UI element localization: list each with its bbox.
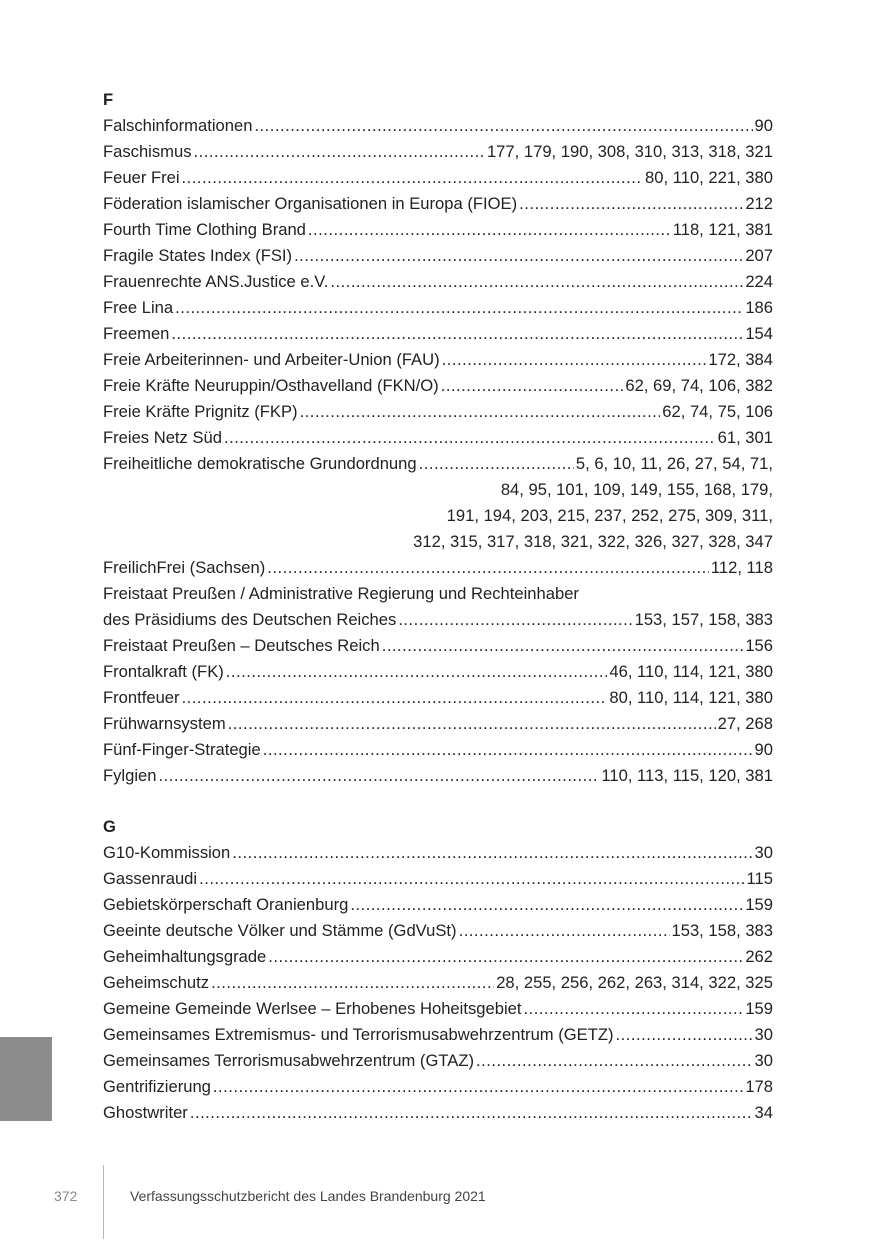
page-references: 62, 74, 75, 106: [662, 402, 773, 421]
page-references: 159: [745, 895, 773, 914]
index-entry: [103, 451, 773, 477]
dot-leader: [190, 1100, 753, 1126]
page-references: 178: [745, 1077, 773, 1096]
index-entry: [103, 347, 773, 373]
index-entry: [103, 399, 773, 425]
index-entry: [103, 970, 773, 996]
index-term: Ghostwriter: [103, 1103, 188, 1122]
index-entry: [103, 685, 773, 711]
index-entry: [103, 892, 773, 918]
index-entry: [103, 659, 773, 685]
page-references: 212: [745, 194, 773, 213]
index-term: Freiheitliche demokratische Grundordnung: [103, 454, 417, 473]
page-number: 372: [54, 1188, 78, 1204]
dot-leader: [194, 139, 485, 165]
dot-leader: [398, 607, 632, 633]
dot-leader: [159, 763, 600, 789]
index-term: FreilichFrei (Sachsen): [103, 558, 266, 577]
index-term: Freie Arbeiterinnen- und Arbeiter-Union (FAU): [103, 350, 440, 369]
index-term: Gentrifizierung: [103, 1077, 211, 1096]
index-term: Fourth Time Clothing Brand: [103, 220, 306, 239]
index-term: Free Lina: [103, 298, 174, 317]
dot-leader: [476, 1048, 753, 1074]
index-term: Freemen: [103, 324, 170, 343]
index-entry: [103, 1100, 773, 1126]
index-entry: [103, 1074, 773, 1100]
page-references: 154: [745, 324, 773, 343]
index-entry: [103, 711, 773, 737]
index-entry-lead: Freistaat Preußen / Administrative Regierung und Rechteinhaber: [103, 584, 579, 603]
index-entry: [103, 113, 773, 139]
index-entry: [103, 425, 773, 451]
index-term: Frauenrechte ANS.Justice e.V.: [103, 272, 329, 291]
dot-leader: [519, 191, 743, 217]
index-term: Frontalkraft (FK): [103, 662, 224, 681]
index-entry: [103, 1048, 773, 1074]
page-references-continued: 84, 95, 101, 109, 149, 155, 168, 179,: [500, 480, 773, 499]
dot-leader: [199, 866, 744, 892]
dot-leader: [254, 113, 752, 139]
page-references: 118, 121, 381: [672, 220, 773, 239]
dot-leader: [330, 269, 743, 295]
dot-leader: [459, 918, 670, 944]
page-references: 30: [754, 1051, 773, 1070]
dot-leader: [419, 451, 574, 477]
index-term: G10-Kommission: [103, 843, 231, 862]
index-entry: [103, 996, 773, 1022]
dot-leader: [616, 1022, 753, 1048]
page-references: 30: [754, 1025, 773, 1044]
page-references: 90: [754, 116, 773, 135]
index-entry: [103, 139, 773, 165]
index-entry: [103, 165, 773, 191]
index-term: Frühwarnsystem: [103, 714, 226, 733]
index-entry: [103, 840, 773, 866]
dot-leader: [182, 685, 608, 711]
page-references: 80, 110, 221, 380: [645, 168, 773, 187]
dot-leader: [228, 711, 716, 737]
index-entry: [103, 191, 773, 217]
page-references: 186: [745, 298, 773, 317]
footer-divider: [103, 1165, 104, 1239]
index-term: Fylgien: [103, 766, 157, 785]
index-entry: [103, 373, 773, 399]
page-references: 153, 158, 383: [671, 921, 773, 940]
index-term: des Präsidiums des Deutschen Reiches: [103, 610, 397, 629]
index-term: Geheimhaltungsgrade: [103, 947, 267, 966]
dot-leader: [308, 217, 671, 243]
page-references: 110, 113, 115, 120, 381: [601, 766, 773, 785]
index-term: Geheimschutz: [103, 973, 210, 992]
page-references: 112, 118: [710, 558, 773, 577]
page-references: 159: [745, 999, 773, 1018]
index-entry: [103, 633, 773, 659]
section-letter: F: [103, 90, 114, 109]
index-entry: [103, 607, 773, 633]
dot-leader: [175, 295, 743, 321]
page-references: 46, 110, 114, 121, 380: [609, 662, 773, 681]
dot-leader: [523, 996, 743, 1022]
index-entry: [103, 1022, 773, 1048]
index-content: [103, 87, 773, 1151]
index-entry: [103, 944, 773, 970]
dot-leader: [294, 243, 743, 269]
dot-leader: [441, 373, 624, 399]
index-term: Freies Netz Süd: [103, 428, 222, 447]
page-references: 28, 255, 256, 262, 263, 314, 322, 325: [496, 973, 773, 992]
dot-leader: [232, 840, 752, 866]
page-references: 27, 268: [717, 714, 773, 733]
dot-leader: [226, 659, 608, 685]
page-references: 80, 110, 114, 121, 380: [609, 688, 773, 707]
index-term: Falschinformationen: [103, 116, 253, 135]
dot-leader: [442, 347, 707, 373]
index-entry: [103, 763, 773, 789]
page-references: 177, 179, 190, 308, 310, 313, 318, 321: [486, 142, 773, 161]
dot-leader: [211, 970, 494, 996]
dot-leader: [382, 633, 744, 659]
index-entry: [103, 866, 773, 892]
page-references: 61, 301: [717, 428, 773, 447]
index-section: [103, 87, 773, 789]
index-entry: [103, 555, 773, 581]
dot-leader: [300, 399, 661, 425]
index-entry: [103, 243, 773, 269]
dot-leader: [268, 944, 743, 970]
dot-leader: [224, 425, 716, 451]
page-references: 262: [745, 947, 773, 966]
page-references: 34: [754, 1103, 773, 1122]
page-references-continued: 312, 315, 317, 318, 321, 322, 326, 327, 328, 347: [413, 532, 773, 551]
index-entry: [103, 918, 773, 944]
index-entry: [103, 269, 773, 295]
dot-leader: [213, 1074, 743, 1100]
dot-leader: [267, 555, 709, 581]
page-references: 5, 6, 10, 11, 26, 27, 54, 71,: [575, 454, 773, 473]
index-term: Fragile States Index (FSI): [103, 246, 293, 265]
index-term: Geeinte deutsche Völker und Stämme (GdVuSt): [103, 921, 457, 940]
section-letter: G: [103, 817, 116, 836]
index-term: Föderation islamischer Organisationen in Europa (FIOE): [103, 194, 518, 213]
page-references: 207: [745, 246, 773, 265]
index-term: Frontfeuer: [103, 688, 180, 707]
index-term: Freie Kräfte Neuruppin/Osthavelland (FKN/O): [103, 376, 439, 395]
index-term: Faschismus: [103, 142, 192, 161]
page-references: 90: [754, 740, 773, 759]
dot-leader: [263, 737, 753, 763]
index-term: Gemeine Gemeinde Werlsee – Erhobenes Hoheitsgebiet: [103, 999, 522, 1018]
dot-leader: [350, 892, 743, 918]
index-entry: [103, 737, 773, 763]
page-references-continued: 191, 194, 203, 215, 237, 252, 275, 309, 311,: [446, 506, 773, 525]
dot-leader: [182, 165, 644, 191]
page-references: 62, 69, 74, 106, 382: [625, 376, 773, 395]
page-references: 115: [746, 869, 773, 888]
index-term: Freie Kräfte Prignitz (FKP): [103, 402, 298, 421]
index-term: Gassenraudi: [103, 869, 198, 888]
thumb-index-tab: [0, 1037, 52, 1121]
running-footer-title: Verfassungsschutzbericht des Landes Brandenburg 2021: [130, 1188, 486, 1204]
index-entry: [103, 295, 773, 321]
index-entry: [103, 321, 773, 347]
page-references: 224: [745, 272, 773, 291]
index-term: Feuer Frei: [103, 168, 180, 187]
page-references: 156: [745, 636, 773, 655]
index-term: Gemeinsames Extremismus- und Terrorismusabwehrzentrum (GETZ): [103, 1025, 614, 1044]
index-term: Freistaat Preußen – Deutsches Reich: [103, 636, 380, 655]
page-references: 172, 384: [708, 350, 773, 369]
index-entry: [103, 217, 773, 243]
page-references: 30: [754, 843, 773, 862]
index-term: Gemeinsames Terrorismusabwehrzentrum (GTAZ): [103, 1051, 474, 1070]
index-section: [103, 814, 773, 1126]
page-references: 153, 157, 158, 383: [634, 610, 773, 629]
index-term: Gebietskörperschaft Oranienburg: [103, 895, 349, 914]
dot-leader: [171, 321, 743, 347]
index-term: Fünf-Finger-Strategie: [103, 740, 261, 759]
